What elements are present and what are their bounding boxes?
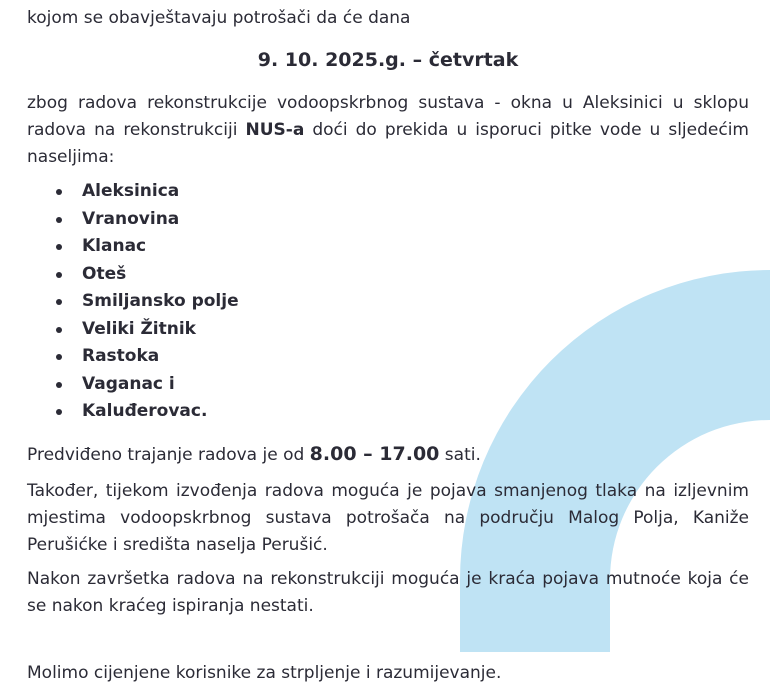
settlement-name: Oteš: [82, 263, 127, 284]
settlement-name: Rastoka: [82, 346, 160, 366]
intro-text-start: zbog radova rekonstrukcije vodoopskrbnog sustava - okna u Aleksinici u sklopu radova na rekonstrukciji: [27, 93, 749, 140]
list-item: [27, 371, 239, 399]
settlement-name: Veliki Žitnik: [82, 318, 196, 339]
list-item: [27, 178, 239, 206]
settlement-name: Vranovina: [82, 208, 180, 229]
list-item: [27, 261, 239, 289]
duration-text-start: Predviđeno trajanje radova je od: [27, 445, 310, 465]
list-item: [27, 343, 239, 371]
list-item: [27, 398, 239, 426]
duration-text-end: sati.: [439, 445, 481, 465]
closing-line: Molimo cijenjene korisnike za strpljenje i razumijevanje.: [27, 663, 502, 683]
bullet-icon: [56, 272, 62, 278]
settlement-name: Smiljansko polje: [82, 291, 239, 311]
settlement-list: [27, 178, 239, 426]
settlement-name: Klanac: [82, 236, 147, 256]
duration-line: [27, 441, 749, 469]
intro-project-name: NUS-a: [245, 120, 305, 140]
pressure-paragraph: Također, tijekom izvođenja radova moguća je pojava smanjenog tlaka na izljevnim mjestima vodoopskrbnog sustava potrošača na području Malog Polja, Kaniže Perušićke i središta naselja Perušić.: [27, 481, 749, 555]
settlement-name: Kaluđerovac.: [82, 401, 208, 421]
settlement-name: Aleksinica: [82, 181, 180, 201]
bullet-icon: [56, 409, 62, 415]
duration-time-range: 8.00 – 17.00: [309, 443, 440, 465]
bullet-icon: [56, 217, 62, 223]
list-item: [27, 288, 239, 316]
bullet-icon: [56, 382, 62, 388]
bullet-icon: [56, 327, 62, 333]
list-item: [27, 206, 239, 234]
settlement-name: Vaganac i: [82, 373, 175, 394]
intro-paragraph: [27, 90, 749, 171]
list-item: [27, 316, 239, 344]
bullet-icon: [56, 189, 62, 195]
list-item: [27, 233, 239, 261]
bullet-icon: [56, 354, 62, 360]
intro-text-end: doći do prekida u isporuci pitke vode u sljedećim naseljima:: [27, 120, 749, 167]
bullet-icon: [56, 244, 62, 250]
bullet-icon: [56, 299, 62, 305]
opening-line: kojom se obavještavaju potrošači da će dana: [27, 8, 411, 28]
turbidity-paragraph: Nakon završetka radova na rekonstrukciji moguća je kraća pojava mutnoće koja će se nakon kraćeg ispiranja nestati.: [27, 569, 749, 616]
outage-date: 9. 10. 2025.g. – četvrtak: [257, 49, 519, 71]
